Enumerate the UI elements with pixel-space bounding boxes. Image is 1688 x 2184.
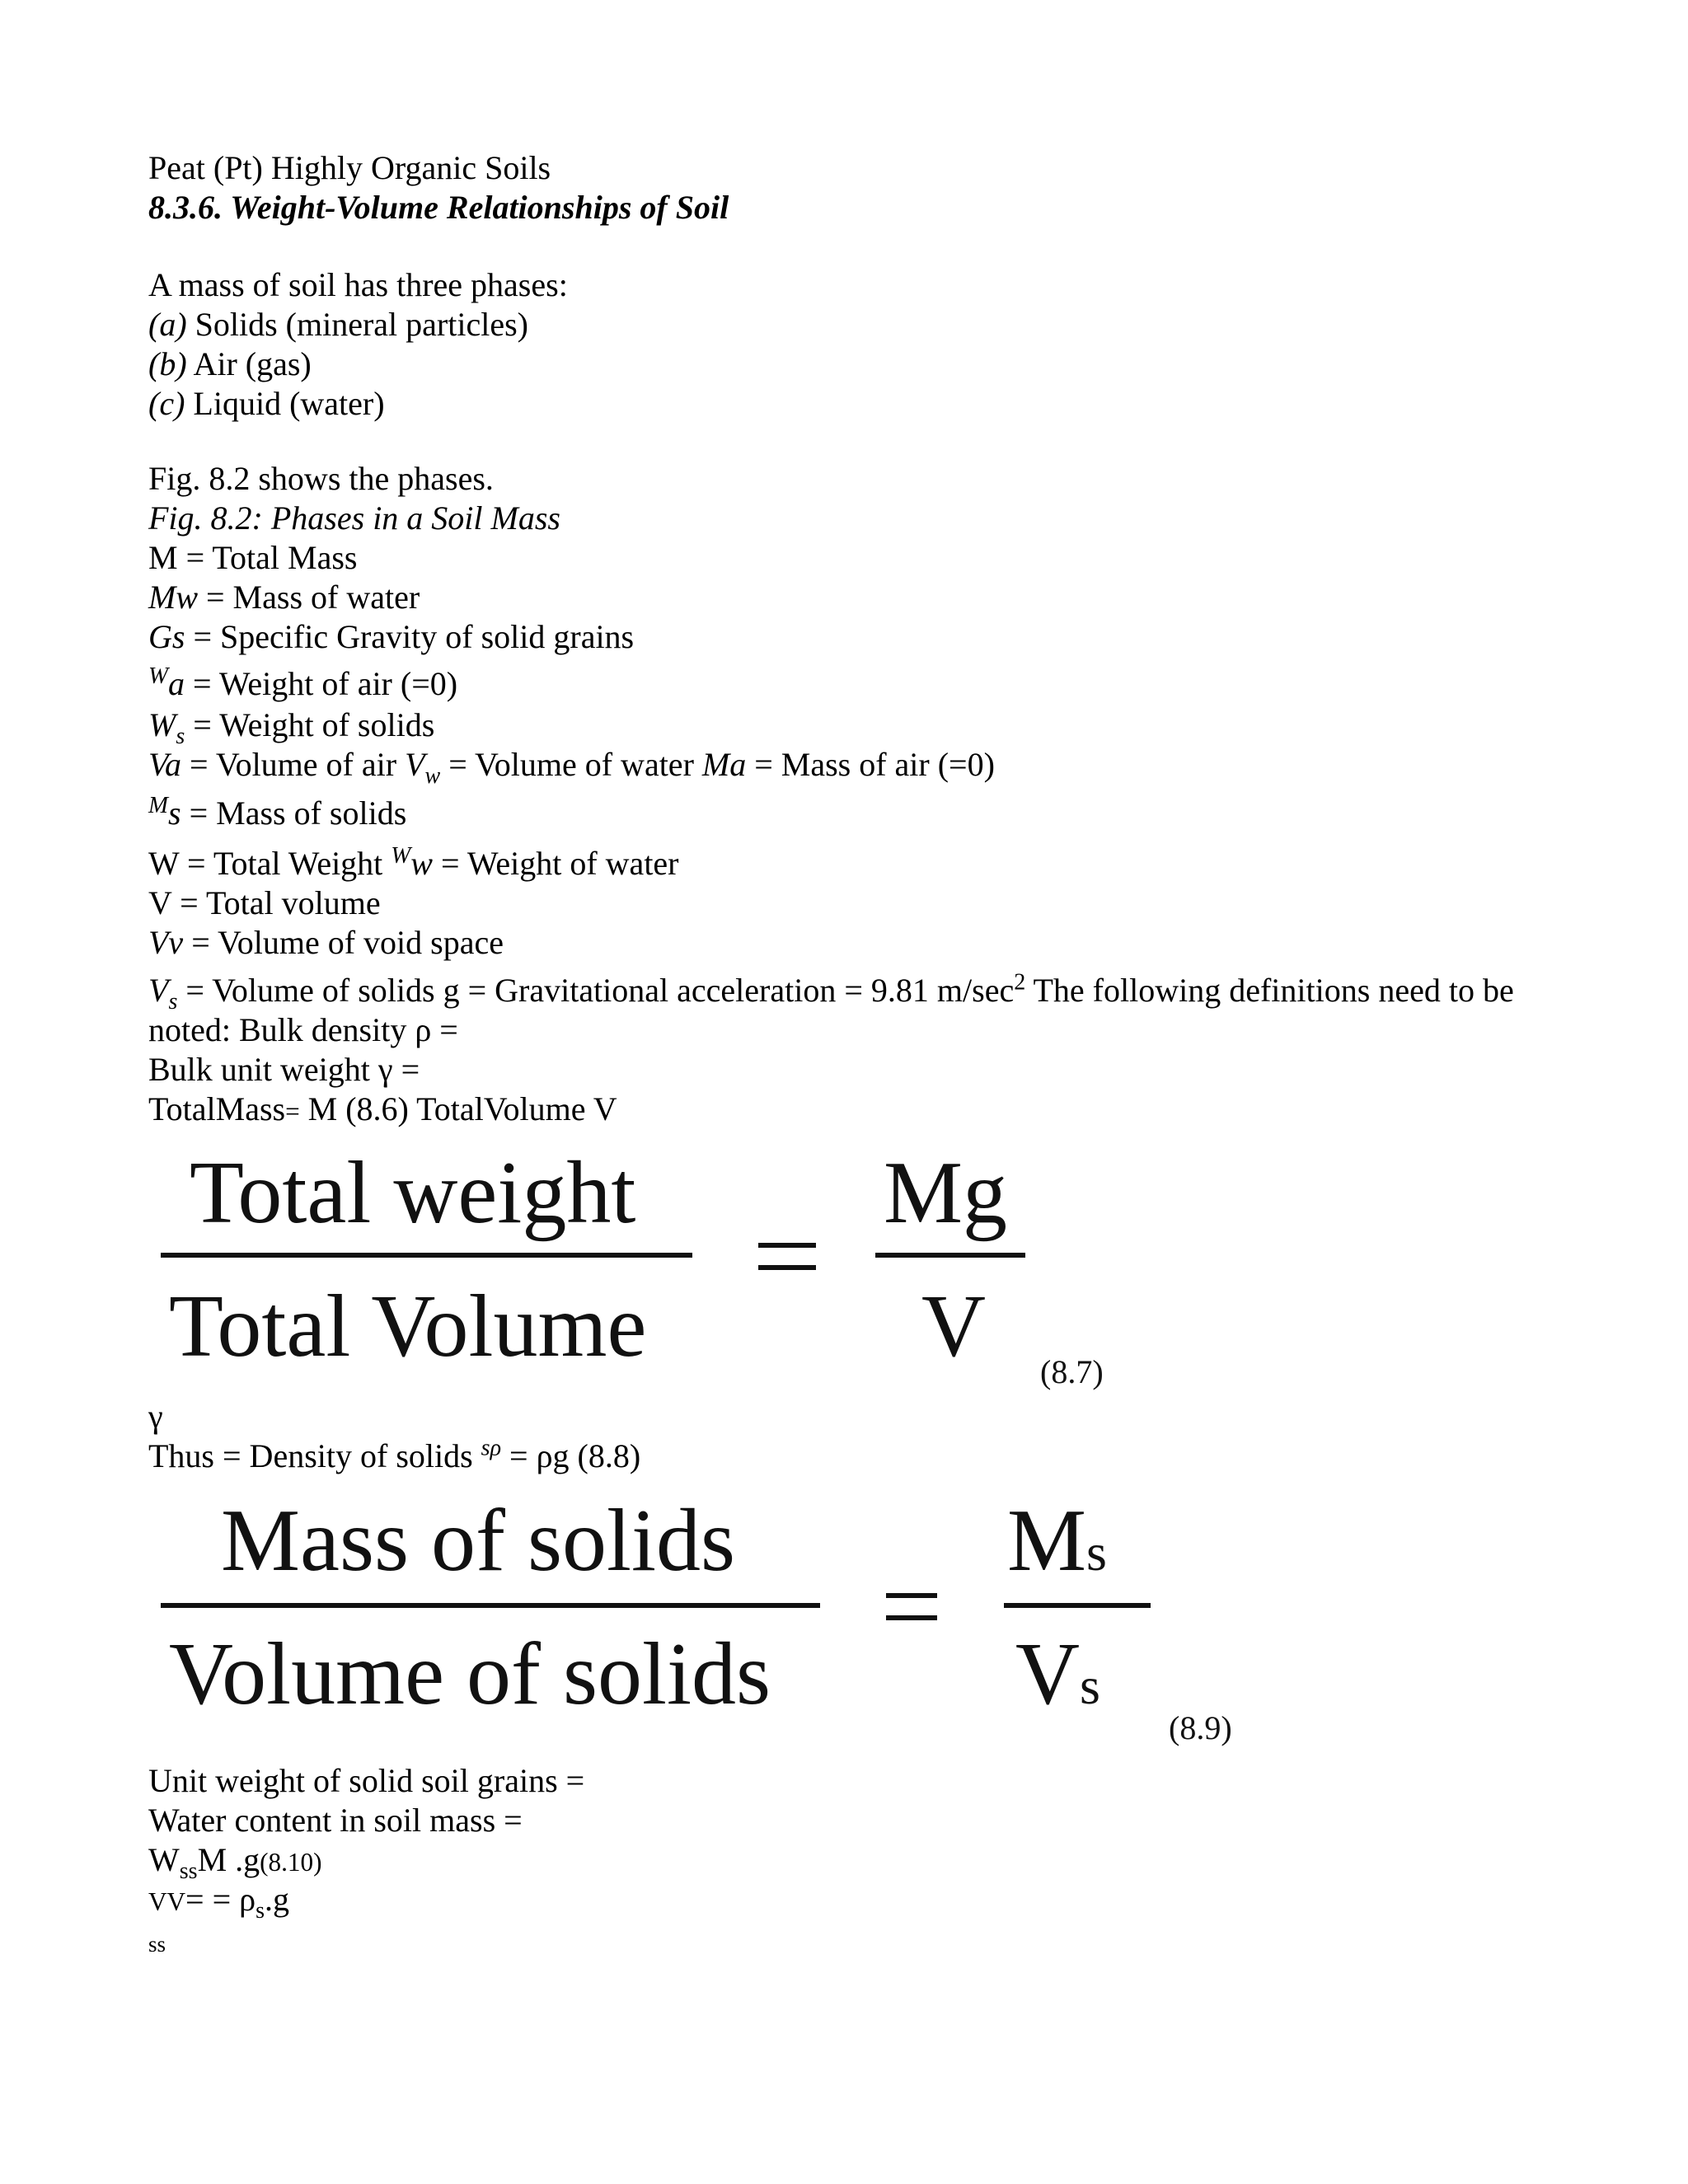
- symbol-prefix: M: [148, 792, 168, 818]
- def-text: Thus = Density of solids: [148, 1437, 481, 1474]
- def-text: = Weight of air (=0): [185, 665, 458, 702]
- heading-line: Peat (Pt) Highly Organic Soils: [148, 149, 551, 186]
- formula-fragment: ss: [148, 1932, 166, 1957]
- def-text: = Volume of void space: [183, 924, 504, 961]
- eq-numerator: [1007, 1492, 1107, 1602]
- phase-item: [148, 305, 528, 344]
- density-of-solids-line: [148, 1436, 640, 1476]
- def-text: = Weight of water: [432, 845, 679, 882]
- eq-denominator: Volume of solids: [169, 1625, 771, 1723]
- def-text: = Volume of solids g = Gravitational acceleration = 9.81 m/sec: [177, 972, 1015, 1009]
- def-text: = Mass of air (=0): [746, 746, 995, 783]
- def-text: VV: [148, 1887, 186, 1916]
- phase-item: [148, 344, 312, 384]
- equals-sign-top: [886, 1593, 937, 1598]
- def-text: = = ρ: [185, 1881, 256, 1918]
- formula-line: [148, 1880, 289, 1922]
- symbol-va: Va: [148, 746, 181, 783]
- symbol-ma: Ma: [701, 746, 747, 783]
- def-text: = Specific Gravity of solid grains: [185, 618, 635, 655]
- def-bulk-unit-weight: Bulk unit weight γ =: [148, 1051, 420, 1088]
- phase-text: Liquid (water): [193, 385, 385, 422]
- symbol-subscript: s: [1080, 1657, 1100, 1715]
- water-content: Water content in soil mass =: [148, 1802, 523, 1839]
- phase-tag: (c): [148, 385, 185, 422]
- def-specific-gravity: [148, 617, 634, 657]
- equals-sign-bottom: [758, 1265, 816, 1270]
- symbol-ms: s: [168, 794, 181, 832]
- def-text: = Volume of air: [181, 746, 406, 783]
- def-text: W = Total Weight: [148, 845, 392, 882]
- symbol-vv: Vv: [148, 924, 184, 961]
- symbol-v: V: [1015, 1625, 1080, 1723]
- formula-line: [148, 1840, 322, 1882]
- def-total-volume: V = Total volume: [148, 884, 381, 921]
- equation-number: (8.9): [1169, 1709, 1232, 1746]
- symbol-subscript: ss: [179, 1858, 198, 1884]
- phase-tag: (a): [148, 306, 187, 343]
- eq-denominator: Total Volume: [169, 1277, 647, 1376]
- phase-tag: (b): [148, 345, 187, 382]
- def-total-mass-ratio: [148, 1090, 617, 1132]
- def-text: = Mass of solids: [181, 794, 407, 832]
- equation-number: (8.7): [1040, 1353, 1104, 1390]
- superscript: 2: [1014, 969, 1026, 996]
- def-text: TotalMass: [148, 1090, 286, 1127]
- symbol-wa: a: [168, 665, 185, 702]
- figure-caption: Fig. 8.2: Phases in a Soil Mass: [148, 499, 560, 537]
- fraction-bar: [1004, 1603, 1151, 1608]
- symbol-m: M: [1007, 1492, 1087, 1590]
- gamma-symbol: γ: [148, 1398, 163, 1435]
- fraction-bar: [161, 1603, 820, 1608]
- eq-denominator: [1015, 1625, 1100, 1736]
- equals-sign-top: [758, 1243, 816, 1248]
- eq-numerator: Total weight: [190, 1144, 636, 1242]
- equals-sign-bottom: [886, 1615, 937, 1620]
- figure-reference: Fig. 8.2 shows the phases.: [148, 460, 494, 497]
- phase-text: Air (gas): [193, 345, 312, 382]
- def-text: The following definitions need to be: [1025, 972, 1514, 1009]
- def-text: W: [148, 1841, 180, 1878]
- symbol-vs: V: [148, 972, 169, 1009]
- equation-number: (8.10): [260, 1848, 322, 1877]
- def-total-mass: M = Total Mass: [148, 539, 358, 576]
- symbol-gs: Gs: [148, 618, 185, 655]
- symbol-subscript: s: [256, 1898, 265, 1924]
- fraction-bar: [161, 1253, 692, 1258]
- phase-item: [148, 384, 385, 424]
- symbol-prefix: W: [391, 842, 411, 869]
- intro-lead: A mass of soil has three phases:: [148, 266, 568, 303]
- def-text: .g: [265, 1881, 290, 1918]
- def-text: =: [285, 1097, 300, 1126]
- symbol-subscript: s: [176, 724, 185, 749]
- superscript: sρ: [481, 1435, 502, 1461]
- eq-denominator: V: [921, 1277, 986, 1376]
- def-text: = Weight of solids: [185, 706, 435, 743]
- def-mass-solids: [148, 794, 406, 837]
- def-text: = Volume of water: [440, 746, 702, 783]
- symbol-mw: Mw: [148, 579, 198, 616]
- def-bulk-density: noted: Bulk density ρ =: [148, 1011, 458, 1048]
- symbol-ww: w: [410, 845, 433, 882]
- unit-weight-solid-grains: Unit weight of solid soil grains =: [148, 1762, 585, 1799]
- symbol-vw: V: [405, 746, 425, 783]
- symbol-subscript: s: [168, 989, 178, 1015]
- def-volume-solids: [148, 969, 1514, 1015]
- def-text: M (8.6) TotalVolume V: [299, 1090, 617, 1127]
- def-text: M .g: [197, 1841, 260, 1878]
- def-mass-water: [148, 578, 420, 617]
- symbol-subscript: w: [424, 763, 441, 789]
- phase-text: Solids (mineral particles): [195, 306, 528, 343]
- symbol-subscript: s: [1086, 1523, 1107, 1582]
- def-volume-air: [148, 745, 995, 789]
- def-text: = Mass of water: [198, 579, 420, 616]
- eq-numerator: Mass of solids: [221, 1492, 736, 1590]
- fraction-bar: [875, 1253, 1025, 1258]
- def-weight-air: [148, 664, 457, 707]
- def-total-weight: [148, 844, 679, 887]
- symbol-prefix: W: [148, 663, 168, 689]
- def-weight-solids: [148, 705, 435, 749]
- symbol-ws: W: [148, 706, 176, 743]
- section-title: 8.3.6. Weight-Volume Relationships of Soil: [148, 189, 729, 226]
- eq-numerator: Mg: [884, 1144, 1008, 1242]
- def-void-volume: [148, 923, 504, 963]
- def-text: = ρg (8.8): [501, 1437, 641, 1474]
